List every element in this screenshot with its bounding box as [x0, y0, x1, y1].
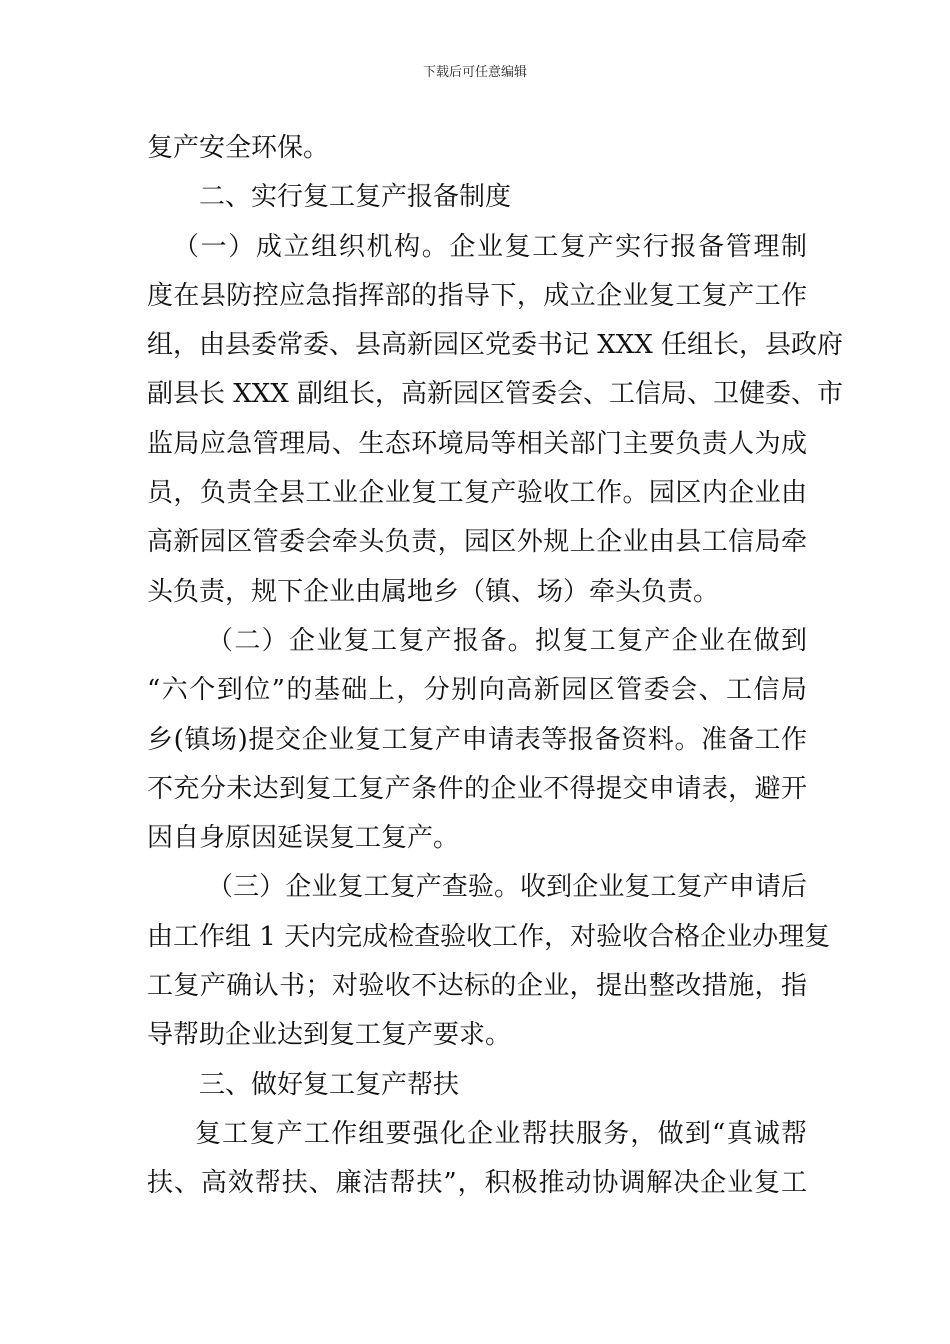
text-line: 高新园区管委会牵头负责，园区外规上企业由县工信局牵 [147, 527, 807, 558]
text-line: 员，负责全县工业企业复工复产验收工作。园区内企业由 [147, 478, 807, 509]
text-line: 扶、高效帮扶、廉洁帮扶”，积极推动协调解决企业复工 [147, 1168, 807, 1199]
text-line: 头负责，规下企业由属地乡（镇、场）牵头负责。 [147, 576, 720, 607]
page-header-note: 下载后可任意编辑 [422, 65, 527, 80]
text-line: 副县长 XXX 副组长，高新园区管委会、工信局、卫健委、市 [147, 379, 844, 410]
text-line: 监局应急管理局、生态环境局等相关部门主要负责人为成 [147, 428, 807, 459]
text-line: 由工作组 1 天内完成检查验收工作，对验收合格企业办理复 [147, 921, 831, 952]
text-line: 乡(镇场)提交企业复工复产申请表等报备资料。准备工作 [147, 724, 807, 755]
text-line: 因自身原因延误复工复产。 [147, 823, 460, 854]
text-line: （二）企业复工复产报备。拟复工复产企业在做到 [207, 625, 807, 656]
text-line: 复工复产工作组要强化企业帮扶服务，做到“真诚帮 [195, 1118, 807, 1149]
text-line: 复产安全环保。 [147, 133, 330, 163]
text-line: （一）成立组织机构。企业复工复产实行报备管理制 [173, 231, 807, 262]
text-line: 工复产确认书；对验收不达标的企业，提出整改措施，指 [147, 971, 807, 1002]
text-line: 组，由县委常委、县高新园区党委书记 XXX 任组长，县政府 [147, 330, 844, 361]
section-heading: 三、做好复工复产帮扶 [199, 1069, 460, 1100]
text-line: （三）企业复工复产查验。收到企业复工复产申请后 [207, 872, 807, 903]
text-line: “六个到位”的基础上，分别向高新园区管委会、工信局 [147, 675, 807, 706]
document-body [147, 124, 844, 1209]
text-line: 导帮助企业达到复工复产要求。 [147, 1020, 512, 1051]
text-line: 度在县防控应急指挥部的指导下，成立企业复工复产工作 [147, 280, 807, 311]
text-line: 不充分未达到复工复产条件的企业不得提交申请表，避开 [147, 773, 807, 804]
section-heading: 二、实行复工复产报备制度 [199, 182, 512, 213]
